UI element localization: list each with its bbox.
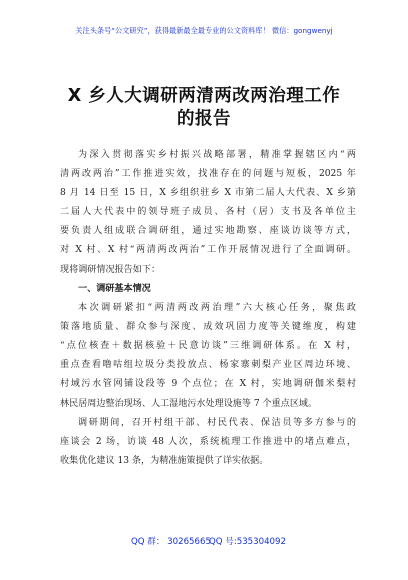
text-line: 二届人大代表中的领导班子成员、各村（居）支书及各单位主 — [60, 207, 356, 218]
intro-paragraph — [60, 146, 356, 280]
text-line: 本次调研紧扣“两清两改两治理”六大核心任务，聚焦政 — [78, 303, 356, 314]
text-line: 重点查看噜咕组垃圾分类投放点、杨家寨刺梨产业区周边环境、 — [60, 360, 356, 371]
qq-number-label: QQ 号:535304092 — [209, 537, 286, 547]
text-line: 座谈会 2 场，访谈 48 人次，系统梳理工作推进中的堵点难点， — [60, 436, 356, 447]
text-line: 8 月 14 日至 15 日，X 乡组织驻乡 X 市第二届人大代表、X 乡第 — [60, 188, 356, 199]
text-line: 为深入贯彻落实乡村振兴战略部署，精准掌握辖区内“两 — [78, 150, 356, 160]
section-1 — [60, 280, 356, 471]
text-line: 调研期间，召开村组干部、村民代表、保洁员等多方参与的 — [78, 417, 356, 428]
section-heading: 一、调研基本情况 — [78, 284, 151, 294]
text-line: 收集优化建议 13 条，为精准施策提供了详实依据。 — [60, 455, 269, 466]
text-line: 现将调研情况报告如下： — [60, 264, 161, 275]
promo-banner: 关注头条号“公文研究”，获得最新最全最专业的公文资料库！ 微信：gongwenyj — [75, 26, 333, 35]
text-line: 林民居周边整治现场、人工湿地污水处理设施等 7 个重点区域。 — [60, 398, 318, 409]
text-line: 要负责人组成联合调研组，通过实地勘察、座谈访谈等方式， — [60, 226, 356, 237]
text-line: 对 X 村、X 村“两清两改两治”工作开展情况进行了全面调研。 — [60, 245, 356, 256]
text-line: “点位核查＋数据核验＋民意访谈”三维调研体系。在 X 村， — [60, 341, 356, 352]
document-title-line-1: X 乡人大调研两清两改两治理工作 — [67, 86, 341, 106]
text-line: 清两改两治”工作推进实效，找准存在的问题与短板，2025 年 — [60, 169, 356, 180]
text-line: 策落地质量、群众参与深度、成效巩固力度等关键维度，构建 — [60, 322, 356, 333]
qq-group-label: QQ 群： 30265665 — [131, 537, 211, 547]
text-line: 村域污水管网铺设段等 9 个点位；在 X 村，实地调研伽米梨村 — [60, 379, 356, 390]
document-title-line-2: 的报告 — [177, 109, 231, 129]
